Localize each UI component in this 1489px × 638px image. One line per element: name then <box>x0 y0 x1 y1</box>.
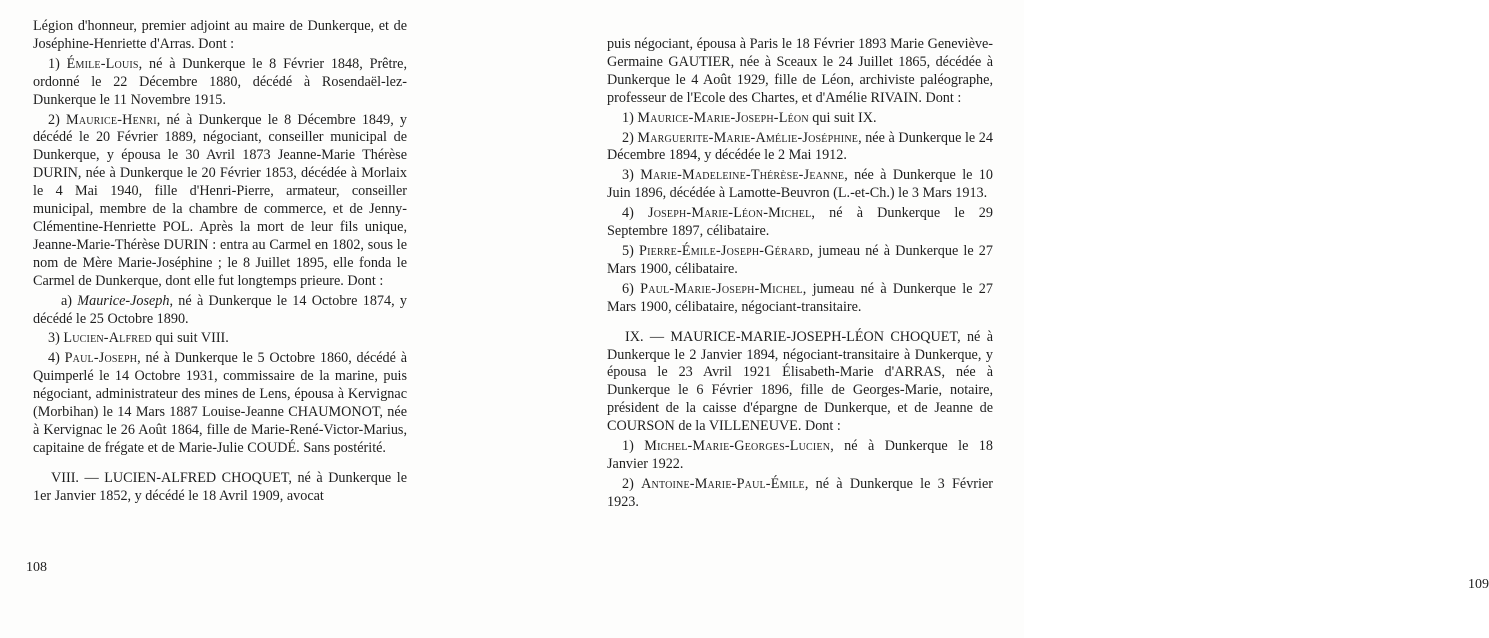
entry-name: Pierre-Émile-Joseph-Gérard <box>638 242 810 259</box>
grandchild-1: 1) Michel-Marie-Georges-Lucien, né à Dunkerque le 18 Janvier 1922. <box>607 438 993 472</box>
entry-4: 4) Paul-Joseph, né à Dunkerque le 5 Octobre 1860, décédé à Quimperlé le 14 Octobre 1931, commissaire de la marine, puis négociant, administrateur des mines de Lens, épousa à Kervignac (Morbihan) le 14 Mars 1887 Louise-Jeanne CHAUMONOT, née à Kervignac le 26 Août 1864, fille de Marie-René-Victor-Marius, capitaine de frégate et de Marie-Julie COUDÉ. Sans postérité. <box>33 350 407 456</box>
page-number-right: 109 <box>1468 577 1489 592</box>
entry-name: Maurice-Henri <box>66 111 157 128</box>
entry-name: Joseph-Marie-Léon-Michel <box>648 205 812 222</box>
child-4: 4) Joseph-Marie-Léon-Michel, né à Dunkerque le 29 Septembre 1897, célibataire. <box>607 205 993 240</box>
grandchild-2: 2) Antoine-Marie-Paul-Émile, né à Dunkerque le 3 Février 1923. <box>607 475 993 510</box>
child-6: 6) Paul-Marie-Joseph-Michel, jumeau né à Dunkerque le 27 Mars 1900, célibataire, négociant-transitaire. <box>607 280 993 315</box>
child-2: 2) Marguerite-Marie-Amélie-Joséphine, née à Dunkerque le 24 Décembre 1894, y décédée le 2 Mai 1912. <box>607 129 993 164</box>
entry-name: Michel-Marie-Georges-Lucien <box>644 438 831 455</box>
entry-name: Marguerite-Marie-Amélie-Joséphine <box>637 129 859 146</box>
paragraph-intro: Légion d'honneur, premier adjoint au maire de Dunkerque, et de Joséphine-Henriette d'Arras. Dont : <box>33 18 407 52</box>
entry-name: Paul-Joseph <box>64 350 138 367</box>
entry-name: Lucien-Alfred <box>63 330 152 347</box>
page-number-left: 108 <box>26 560 47 575</box>
section-ix: IX. — MAURICE-MARIE-JOSEPH-LÉON CHOQUET, né à Dunkerque le 2 Janvier 1894, négociant-transitaire à Dunkerque, y épousa le 23 Avril 1921 Élisabeth-Marie d'ARRAS, née à Dunkerque le 6 Février 1896, fille de Georges-Marie, notaire, président de la caisse d'épargne de Dunkerque, et de Jeanne de COURSON de la VILLENEUVE. Dont : <box>607 328 993 435</box>
entry-2a: a) Maurice-Joseph, né à Dunkerque le 14 Octobre 1874, y décédé le 25 Octobre 1890. <box>33 292 407 327</box>
entry-name: Marie-Madeleine-Thérèse-Jeanne <box>640 167 845 184</box>
section-viii: VIII. — LUCIEN-ALFRED CHOQUET, né à Dunkerque le 1er Janvier 1852, y décédé le 18 Avril 1909, avocat <box>33 469 407 504</box>
right-page <box>512 0 1489 638</box>
paragraph-continued: puis négociant, épousa à Paris le 18 Février 1893 Marie Geneviève-Germaine GAUTIER, née à Sceaux le 24 Juillet 1865, décédée à Dunkerque le 4 Août 1929, fille de Léon, archiviste paléographe, professeur de l'Ecole des Chartes, et d'Amélie RIVAIN. Dont : <box>607 36 993 106</box>
child-1: 1) Maurice-Marie-Joseph-Léon qui suit IX. <box>622 109 877 126</box>
entry-2: 2) Maurice-Henri, né à Dunkerque le 8 Décembre 1849, y décédé le 20 Février 1889, négociant, conseiller municipal de Dunkerque, y épousa le 30 Avril 1873 Jeanne-Marie Thérèse DURIN, née à Dunkerque le 20 Février 1853, décédée à Morlaix le 4 Mai 1940, fille d'Henri-Pierre, armateur, conseiller municipal, membre de la chambre de commerce, et de Jenny-Clémentine-Henriette POL. Après la mort de leur fils unique, Jeanne-Marie-Thérèse DURIN : entra au Carmel en 1802, sous le nom de Mère Marie-Joséphine ; le 8 Juillet 1895, elle fonda le Carmel de Dunkerque, dont elle fut longtemps prieure. Dont : <box>33 111 408 289</box>
child-3: 3) Marie-Madeleine-Thérèse-Jeanne, née à Dunkerque le 10 Juin 1896, décédée à Lamotte-Beuvron (L.-et-Ch.) le 3 Mars 1913. <box>607 167 993 202</box>
entry-name: Émile-Louis <box>66 55 139 72</box>
entry-name: Antoine-Marie-Paul-Émile <box>641 475 805 492</box>
right-page-text <box>607 36 993 514</box>
entry-3: 3) Lucien-Alfred qui suit VIII. <box>48 330 229 347</box>
entry-name: Maurice-Marie-Joseph-Léon <box>637 109 809 126</box>
left-page <box>0 0 512 638</box>
entry-1: 1) Émile-Louis, né à Dunkerque le 8 Février 1848, Prêtre, ordonné le 22 Décembre 1880, décédé à Rosendaël-lez-Dunkerque le 11 Novembre 1915. <box>33 55 407 108</box>
entry-name: Paul-Marie-Joseph-Michel <box>640 280 803 297</box>
child-5: 5) Pierre-Émile-Joseph-Gérard, jumeau né à Dunkerque le 27 Mars 1900, célibataire. <box>607 242 993 277</box>
entry-name: Maurice-Joseph <box>77 292 170 309</box>
left-page-text <box>33 18 407 508</box>
